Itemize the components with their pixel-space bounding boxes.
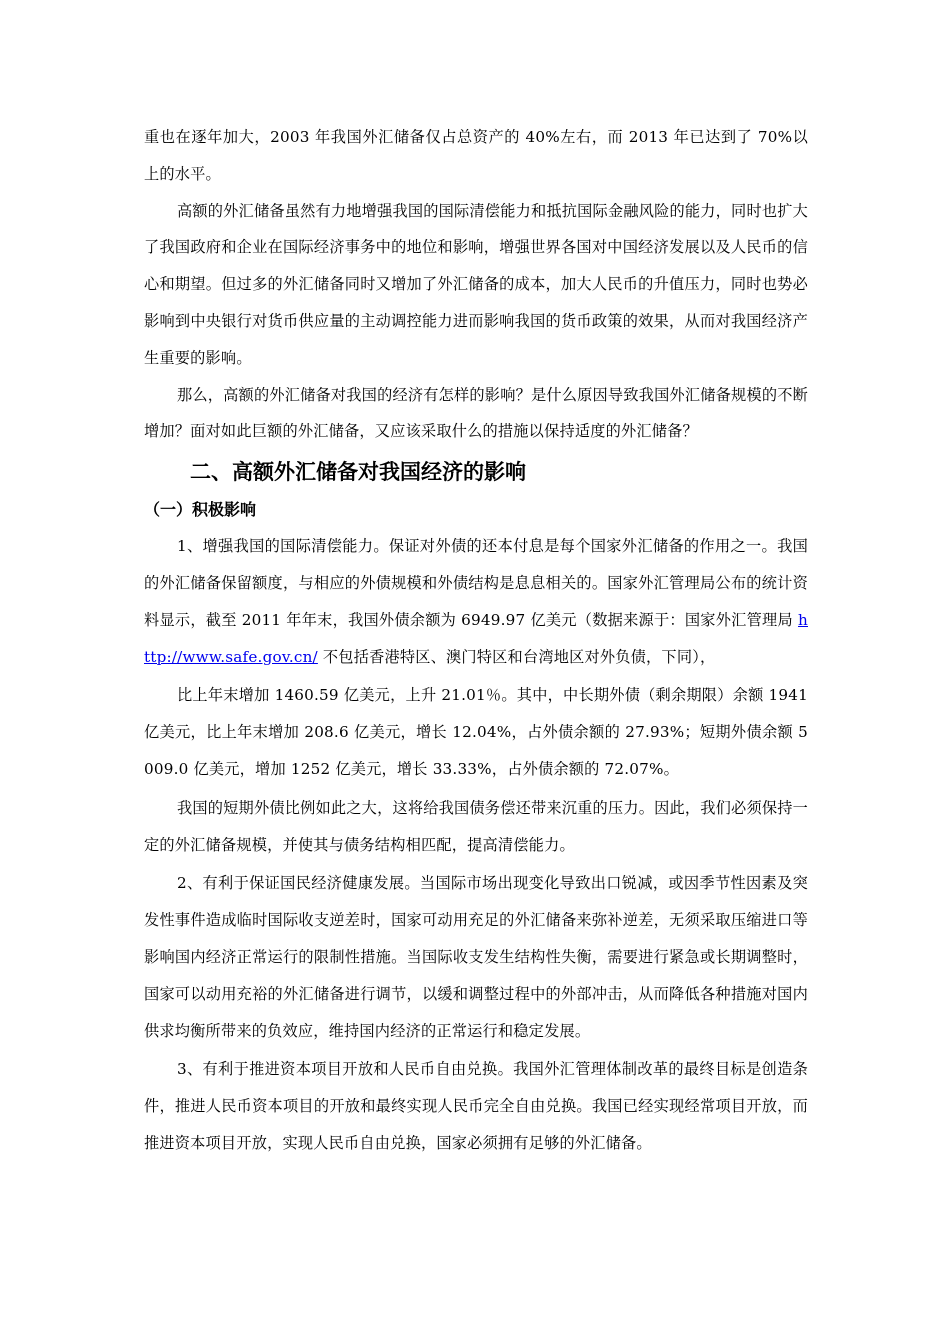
paragraph-item-3: 3、有利于推进资本项目开放和人民币自由兑换。我国外汇管理体制改革的最终目标是创造条件，推进人民币资本项目的开放和最终实现人民币完全自由兑换。我国已经实现经常项目开放，而推进资本项目开放，实现人民币自由兑换，国家必须拥有足够的外汇储备。 xyxy=(144,1060,808,1152)
item-1-text-after-link: 不包括香港特区、澳门特区和台湾地区对外负债，下同）， xyxy=(317,647,716,666)
section-heading: 二、高额外汇储备对我国经济的影响 xyxy=(190,460,526,485)
item-1-text: 1、增强我国的国际清偿能力。保证对外债的还本付息是每个国家外汇储备的作用之一。我国的外汇储备保留额度，与相应的外债规模和外债结构是息息相关的。国家外汇管理局公布的统计资料显示，截至 2011 年年末，我国外债余额为 6949.97 亿美元（数据来源于：国家外汇管理局 xyxy=(144,537,808,629)
paragraph-continuation: 重也在逐年加大，2003 年我国外汇储备仅占总资产的 40%左右，而 2013 年已达到了 70%以上的水平。 xyxy=(144,128,808,183)
safe-gov-link[interactable]: http://www.safe.gov.cn/ xyxy=(144,610,808,666)
document-body xyxy=(144,119,808,1162)
paragraph-questions: 那么，高额的外汇储备对我国的经济有怎样的影响？是什么原因导致我国外汇储备规模的不断增加？面对如此巨额的外汇储备，又应该采取什么的措施以保持适度的外汇储备？ xyxy=(144,385,808,441)
paragraph-debt-figures: 比上年末增加 1460.59 亿美元，上升 21.01％。其中，中长期外债（剩余期限）余额 1941 亿美元，比上年末增加 208.6 亿美元，增长 12.04%，占外债余额的 27.93%；短期外债余额 5009.0 亿美元，增加 1252 亿美元，增长 33.33%，占外债余额的 72.07%。 xyxy=(144,686,808,778)
paragraph-reserve-effects: 高额的外汇储备虽然有力地增强我国的国际清偿能力和抵抗国际金融风险的能力，同时也扩大了我国政府和企业在国际经济事务中的地位和影响，增强世界各国对中国经济发展以及人民币的信心和期望。但过多的外汇储备同时又增加了外汇储备的成本，加大人民币的升值压力，同时也势必影响到中央银行对货币供应量的主动调控能力进而影响我国的货币政策的效果，从而对我国经济产生重要的影响。 xyxy=(144,201,808,367)
subsection-heading: （一）积极影响 xyxy=(144,500,257,520)
paragraph-debt-conclusion: 我国的短期外债比例如此之大，这将给我国债务偿还带来沉重的压力。因此，我们必须保持一定的外汇储备规模，并使其与债务结构相匹配，提高清偿能力。 xyxy=(144,798,808,854)
paragraph-item-1 xyxy=(144,528,808,675)
paragraph-item-2: 2、有利于保证国民经济健康发展。当国际市场出现变化导致出口锐减，或因季节性因素及突发性事件造成临时国际收支逆差时，国家可动用充足的外汇储备来弥补逆差，无须采取压缩进口等影响国内经济正常运行的限制性措施。当国际收支发生结构性失衡，需要进行紧急或长期调整时，国家可以动用充裕的外汇储备进行调节，以缓和调整过程中的外部冲击，从而降低各种措施对国内供求均衡所带来的负效应，维持国内经济的正常运行和稳定发展。 xyxy=(144,874,808,1040)
